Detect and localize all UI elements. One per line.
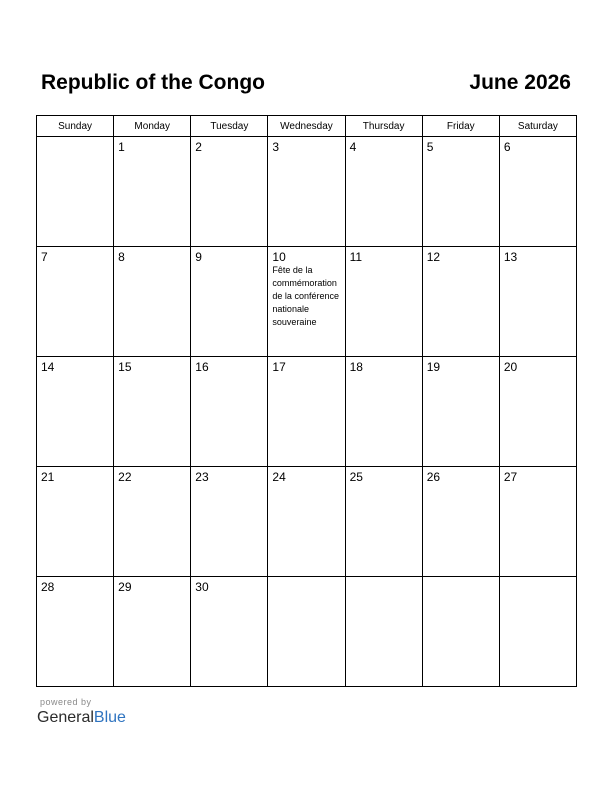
day-number	[37, 137, 113, 140]
day-number: 19	[426, 360, 441, 374]
day-number: 7	[41, 250, 48, 264]
day-number	[268, 577, 344, 580]
week-row	[37, 577, 577, 687]
day-cell	[422, 247, 499, 357]
day-number	[346, 577, 422, 580]
day-number: 10	[272, 250, 286, 264]
day-cell	[114, 577, 191, 687]
day-cell	[499, 137, 576, 247]
weekday-header: Tuesday	[191, 116, 268, 137]
day-number: 28	[41, 580, 55, 594]
day-number: 27	[503, 470, 518, 484]
day-cell	[499, 247, 576, 357]
weekday-header: Monday	[114, 116, 191, 137]
day-number: 3	[272, 140, 280, 154]
day-cell	[191, 577, 268, 687]
day-number: 9	[195, 250, 202, 264]
day-cell	[499, 467, 576, 577]
day-number: 2	[195, 140, 202, 154]
day-cell	[37, 357, 114, 467]
day-cell	[345, 467, 422, 577]
weekday-header-row	[37, 116, 577, 137]
day-number: 18	[349, 360, 363, 374]
day-cell	[37, 247, 114, 357]
day-cell	[345, 577, 422, 687]
day-number: 17	[272, 360, 286, 374]
day-cell	[268, 247, 345, 357]
day-cell	[499, 577, 576, 687]
powered-by-text: powered by	[40, 697, 92, 707]
day-cell	[345, 137, 422, 247]
day-number: 14	[41, 360, 55, 374]
day-number: 11	[349, 250, 363, 264]
day-cell	[422, 137, 499, 247]
day-number: 4	[349, 140, 357, 154]
calendar-country-title: Republic of the Congo	[41, 71, 265, 94]
day-number: 13	[503, 250, 518, 264]
day-cell	[268, 577, 345, 687]
day-cell	[422, 467, 499, 577]
day-cell	[114, 247, 191, 357]
weekday-header: Sunday	[37, 116, 114, 137]
day-cell	[114, 357, 191, 467]
day-cell	[191, 137, 268, 247]
day-cell	[268, 357, 345, 467]
day-number: 8	[118, 250, 125, 264]
day-number: 23	[195, 470, 209, 484]
day-number: 26	[426, 470, 441, 484]
day-number: 30	[195, 580, 209, 594]
day-number: 20	[503, 360, 518, 374]
day-cell	[422, 577, 499, 687]
day-number	[423, 577, 499, 580]
day-cell	[345, 357, 422, 467]
day-number: 22	[118, 470, 132, 484]
day-cell	[268, 467, 345, 577]
day-cell	[37, 467, 114, 577]
day-number: 6	[503, 140, 511, 154]
holiday-label: Fête de la commémoration de la conférence nationale souveraine	[272, 265, 339, 327]
day-number: 5	[426, 140, 434, 154]
day-cell	[191, 357, 268, 467]
day-number: 16	[195, 360, 209, 374]
day-cell	[114, 137, 191, 247]
day-cell	[268, 137, 345, 247]
brand-general-text: General	[37, 709, 94, 726]
day-cell	[345, 247, 422, 357]
weekday-header: Thursday	[345, 116, 422, 137]
day-cell	[37, 577, 114, 687]
day-cell	[422, 357, 499, 467]
week-row	[37, 247, 577, 357]
calendar-month-title: June 2026	[469, 71, 571, 94]
day-number: 1	[118, 140, 125, 154]
weekday-header: Wednesday	[268, 116, 345, 137]
day-number: 25	[349, 470, 363, 484]
day-number: 12	[426, 250, 441, 264]
day-number	[500, 577, 576, 580]
calendar-grid	[36, 115, 577, 687]
day-number: 24	[272, 470, 286, 484]
day-cell	[499, 357, 576, 467]
day-cell	[191, 247, 268, 357]
weekday-header: Saturday	[499, 116, 576, 137]
day-number: 21	[41, 470, 55, 484]
week-row	[37, 357, 577, 467]
day-number: 15	[118, 360, 132, 374]
day-cell	[191, 467, 268, 577]
day-cell	[37, 137, 114, 247]
week-row	[37, 467, 577, 577]
weekday-header: Friday	[422, 116, 499, 137]
brand-blue-text: Blue	[93, 709, 126, 726]
day-number: 29	[118, 580, 132, 594]
day-cell	[114, 467, 191, 577]
week-row	[37, 137, 577, 247]
generalblue-logo[interactable]	[37, 708, 126, 728]
